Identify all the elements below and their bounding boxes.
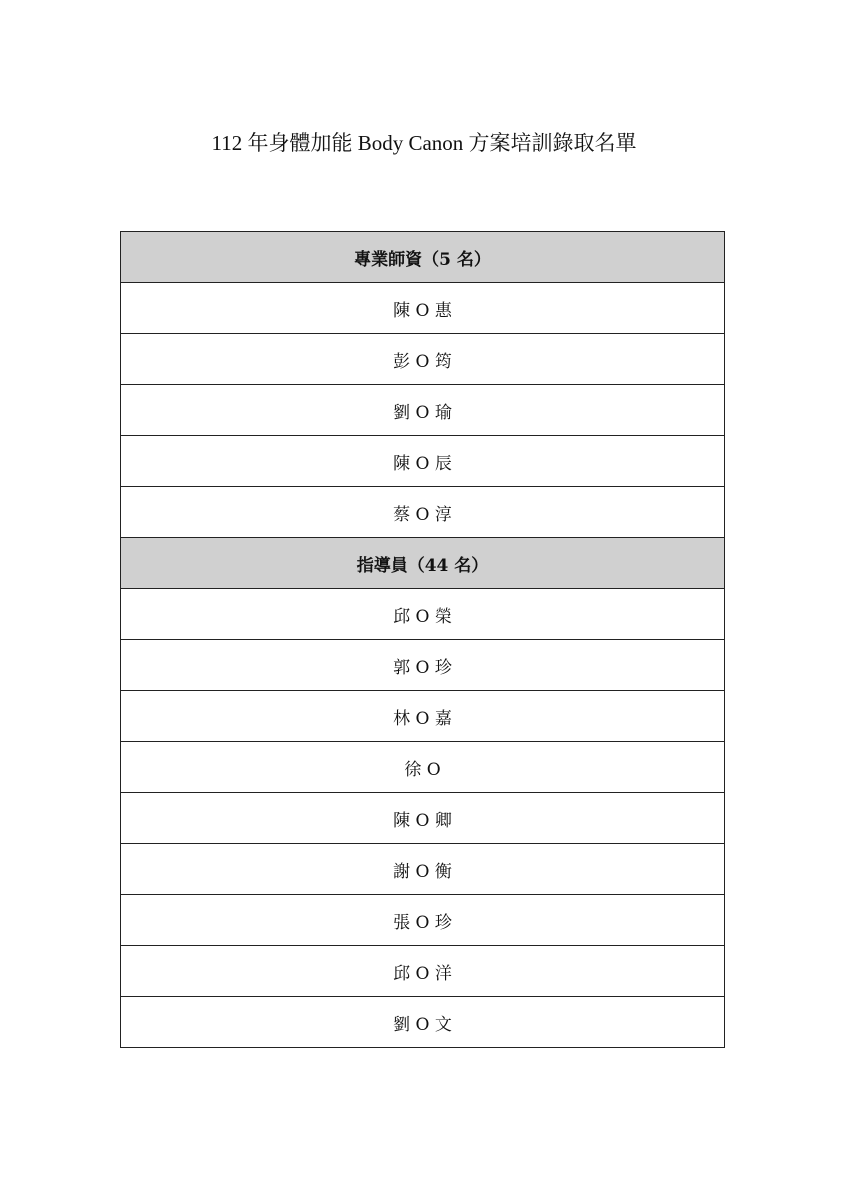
table-row <box>121 691 725 742</box>
name-cell: 陳 O 辰 <box>121 436 725 487</box>
section-header-row <box>121 538 725 589</box>
table-row <box>121 793 725 844</box>
table-row <box>121 385 725 436</box>
table-row <box>121 334 725 385</box>
section-heading-instructors: 指導員（44 名） <box>121 538 725 589</box>
name-cell: 劉 O 文 <box>121 997 725 1048</box>
table-row <box>121 283 725 334</box>
table-row <box>121 589 725 640</box>
name-cell: 彭 O 筠 <box>121 334 725 385</box>
document-title: 112 年身體加能 Body Canon 方案培訓錄取名單 <box>211 131 637 155</box>
name-cell: 張 O 珍 <box>121 895 725 946</box>
name-cell: 陳 O 卿 <box>121 793 725 844</box>
name-cell: 郭 O 珍 <box>121 640 725 691</box>
table-row <box>121 742 725 793</box>
table-row <box>121 895 725 946</box>
name-cell: 蔡 O 淳 <box>121 487 725 538</box>
table-row <box>121 487 725 538</box>
table-row <box>121 946 725 997</box>
name-cell: 陳 O 惠 <box>121 283 725 334</box>
table-row <box>121 997 725 1048</box>
section-header-row <box>121 232 725 283</box>
section-heading-professional-instructors: 專業師資（5 名） <box>121 232 725 283</box>
name-cell: 邱 O 榮 <box>121 589 725 640</box>
table-row <box>121 844 725 895</box>
table-row <box>121 640 725 691</box>
name-cell: 林 O 嘉 <box>121 691 725 742</box>
name-cell: 徐 O <box>121 742 725 793</box>
name-cell: 劉 O 瑜 <box>121 385 725 436</box>
name-cell: 邱 O 洋 <box>121 946 725 997</box>
table-row <box>121 436 725 487</box>
name-cell: 謝 O 衡 <box>121 844 725 895</box>
admission-list-table <box>120 231 725 1048</box>
